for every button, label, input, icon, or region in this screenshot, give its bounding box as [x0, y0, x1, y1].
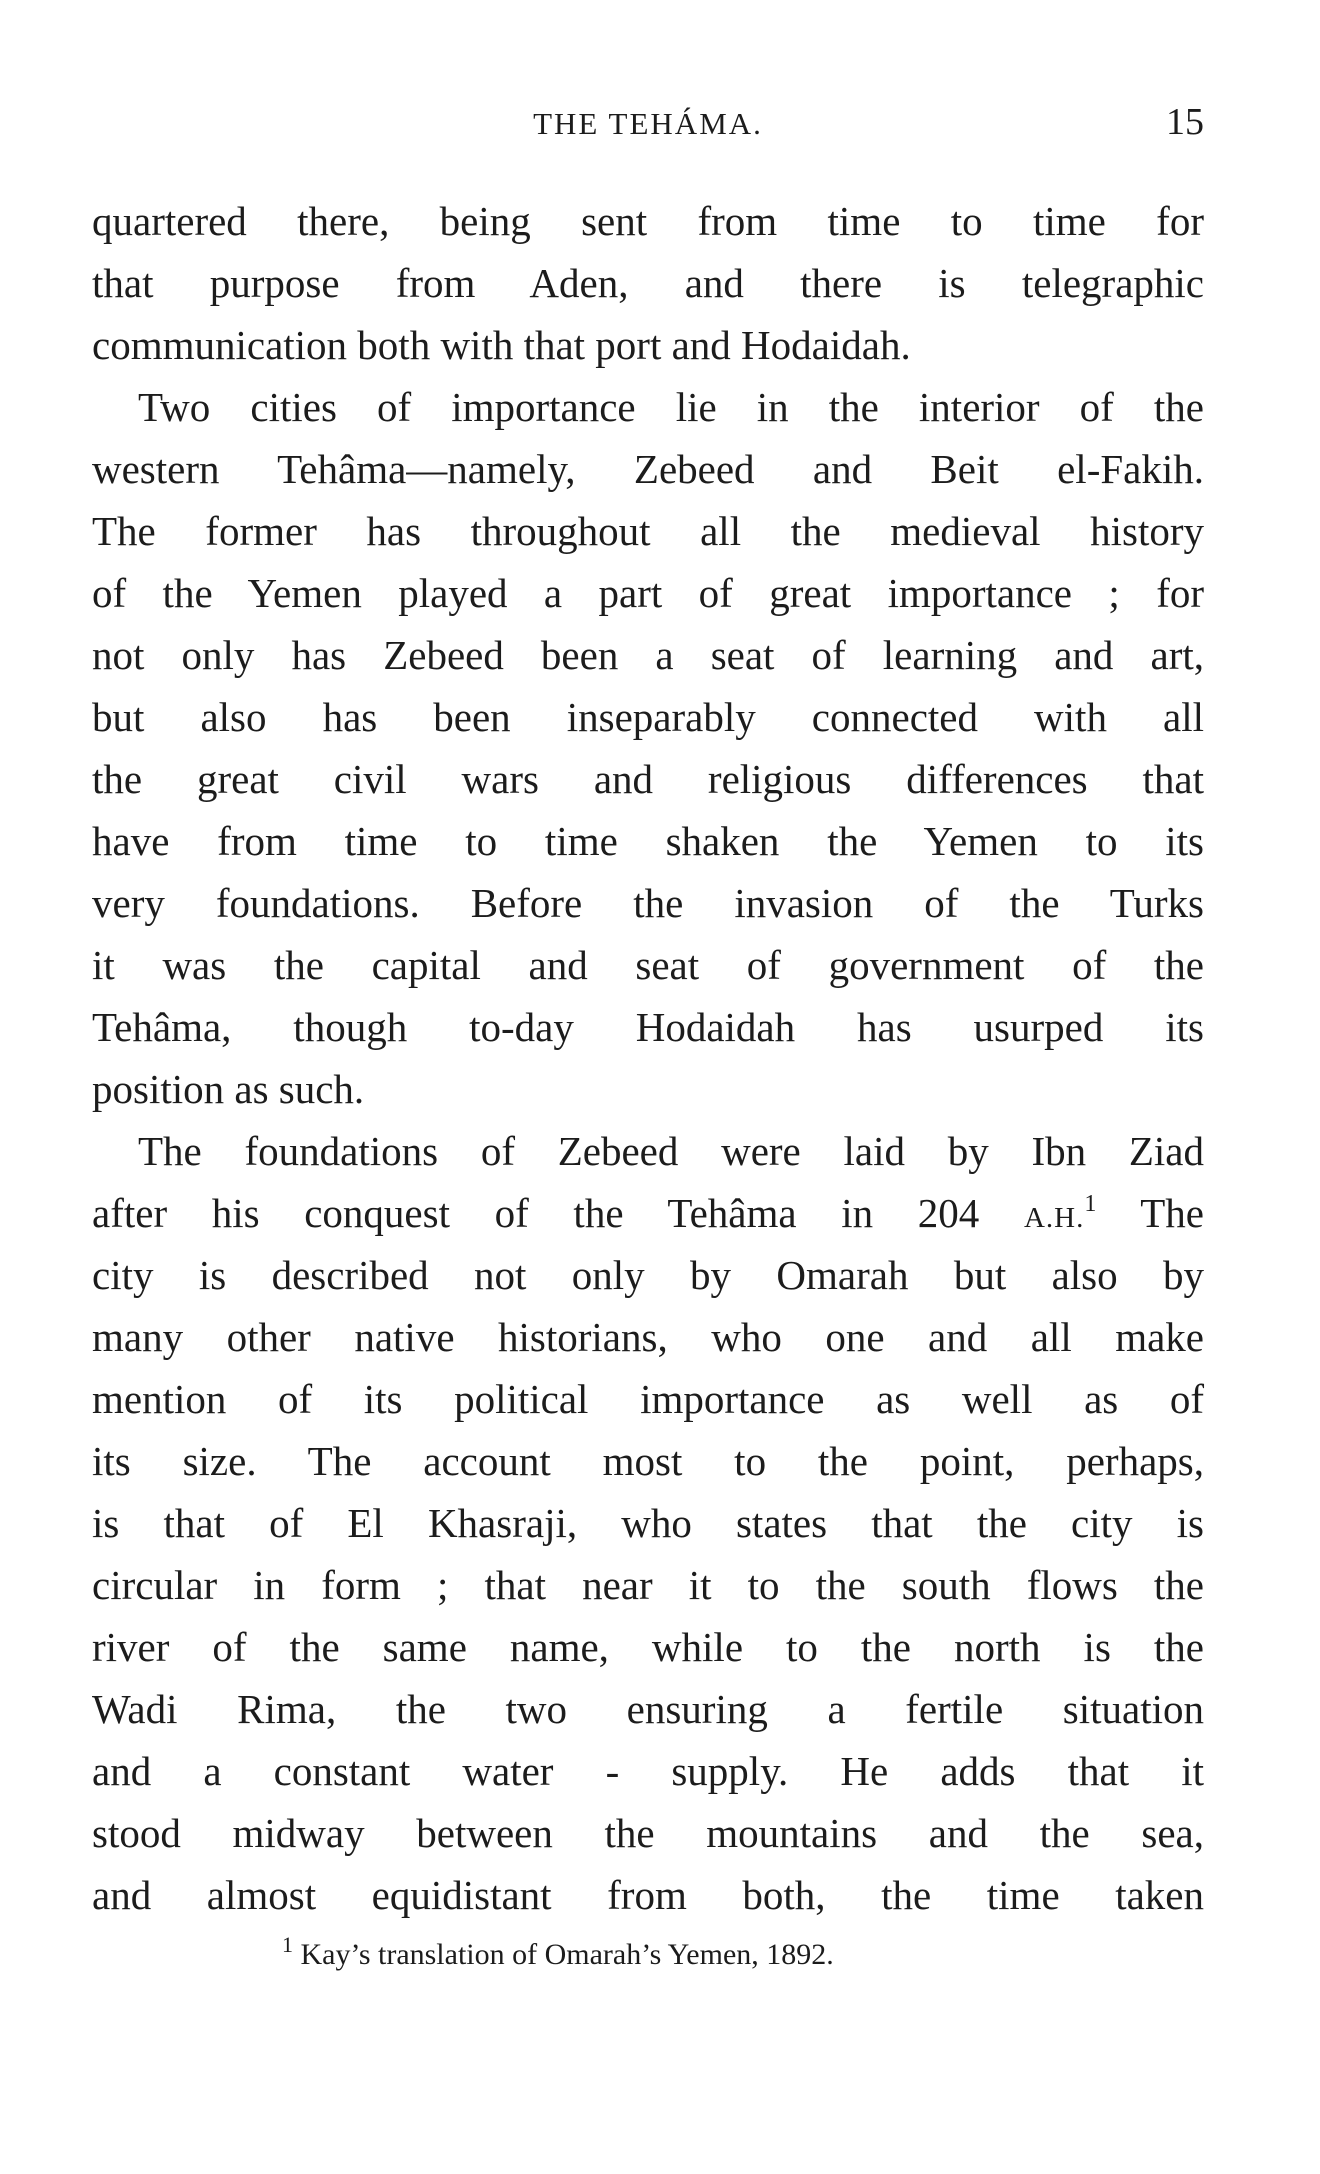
text-line: of the Yemen played a part of great importance ; for	[92, 570, 1204, 616]
text-line: city is described not only by Omarah but also by	[92, 1252, 1204, 1298]
text-line: western Tehâma—namely, Zebeed and Beit el-Fakih.	[92, 446, 1204, 492]
text-line: The former has throughout all the medieval history	[92, 508, 1204, 554]
era-abbreviation: A.H.	[1023, 1202, 1085, 1234]
text-line: it was the capital and seat of government of the	[92, 942, 1204, 988]
text-line: quartered there, being sent from time to time for	[92, 198, 1204, 244]
text-line: river of the same name, while to the north is the	[92, 1624, 1204, 1670]
text-line: Tehâma, though to-day Hodaidah has usurped its	[92, 1004, 1204, 1050]
body-text	[92, 190, 1204, 1926]
page-header	[92, 96, 1204, 156]
text-line: have from time to time shaken the Yemen to its	[92, 818, 1204, 864]
text-line: communication both with that port and Hodaidah.	[92, 322, 911, 368]
text-line: The foundations of Zebeed were laid by Ibn Ziad	[138, 1128, 1204, 1174]
text-line: mention of its political importance as well as of	[92, 1376, 1204, 1422]
text-line: not only has Zebeed been a seat of learning and art,	[92, 632, 1204, 678]
text-line: Wadi Rima, the two ensuring a fertile situation	[92, 1686, 1204, 1732]
text-line: the great civil wars and religious differences that	[92, 756, 1204, 802]
footnote-marker: 1	[282, 1932, 293, 1957]
text-line: stood midway between the mountains and the sea,	[92, 1810, 1204, 1856]
text-segment: after his conquest of the Tehâma in 204	[92, 1190, 980, 1236]
text-line: that purpose from Aden, and there is telegraphic	[92, 260, 1204, 306]
footnote-text: Kay’s translation of Omarah’s Yemen, 1892.	[300, 1938, 834, 1971]
text-line: its size. The account most to the point, perhaps,	[92, 1438, 1204, 1484]
text-line: many other native historians, who one and all make	[92, 1314, 1204, 1360]
page-number: 15	[1166, 101, 1204, 143]
text-line: very foundations. Before the invasion of the Turks	[92, 880, 1204, 926]
text-segment: The	[1140, 1190, 1205, 1236]
footnote-reference: 1	[1084, 1191, 1097, 1217]
text-line: and a constant water - supply. He adds that it	[92, 1748, 1204, 1794]
text-line: position as such.	[92, 1066, 365, 1112]
text-line-with-footnote-ref	[92, 1182, 1204, 1244]
text-line: but also has been inseparably connected with all	[92, 694, 1204, 740]
text-line: is that of El Khasraji, who states that the city is	[92, 1500, 1204, 1546]
text-line: circular in form ; that near it to the south flows the	[92, 1562, 1204, 1608]
footnote	[282, 1932, 834, 1972]
text-line: and almost equidistant from both, the time taken	[92, 1872, 1204, 1918]
text-line: Two cities of importance lie in the interior of the	[138, 384, 1204, 430]
running-title: THE TEHÁMA.	[533, 106, 763, 141]
